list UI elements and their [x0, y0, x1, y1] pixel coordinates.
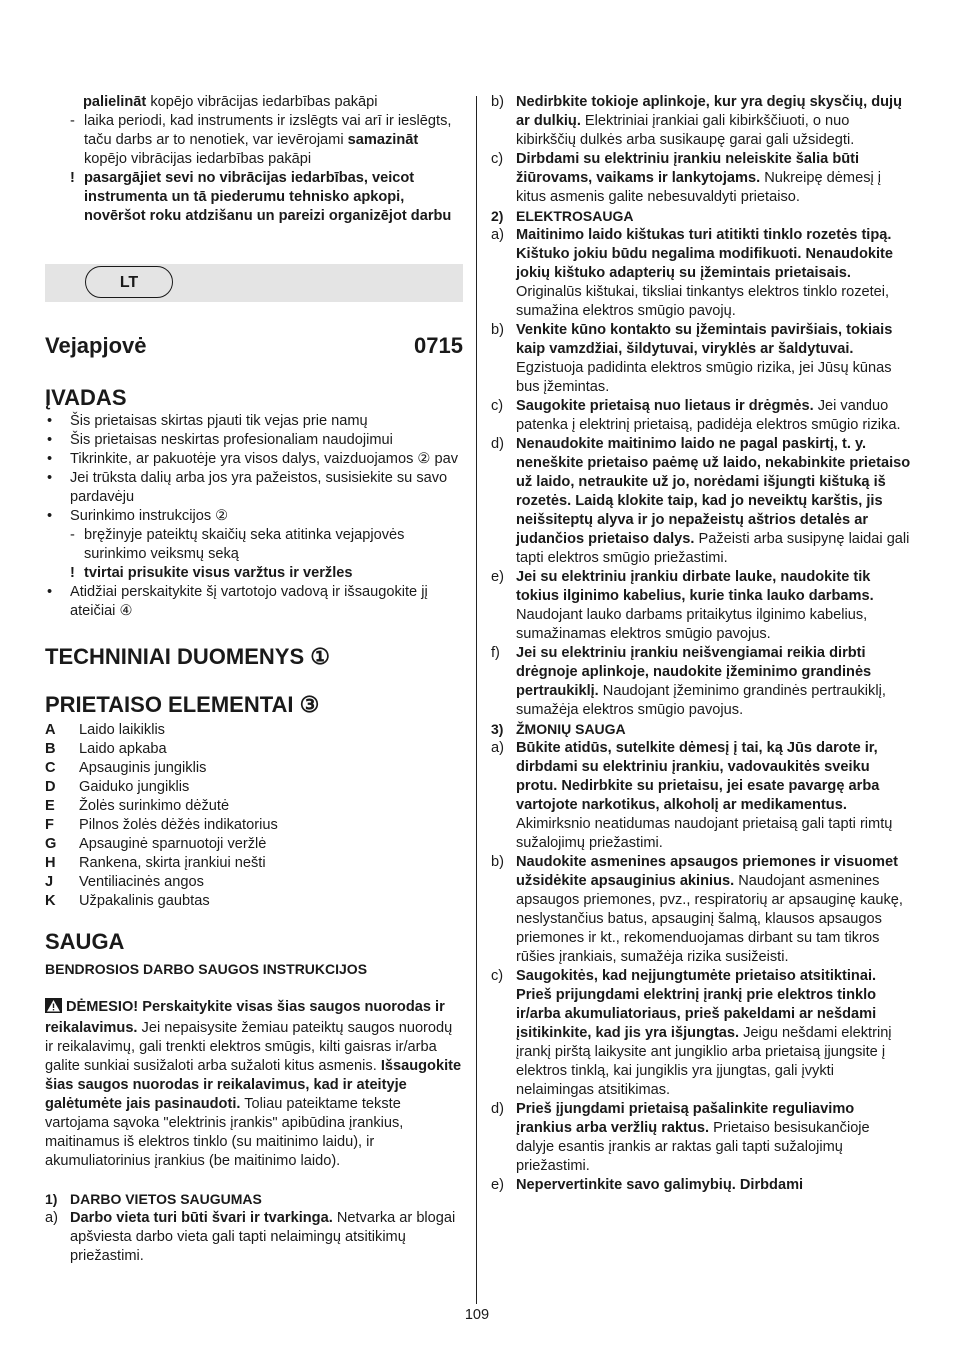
left-column	[45, 93, 463, 1266]
language-badge: LT	[85, 266, 173, 298]
section-heading: 1) DARBO VIETOS SAUGUMAS	[45, 1191, 262, 1207]
attention-paragraph	[45, 998, 463, 1171]
element-row: A Laido laikiklis	[45, 722, 165, 738]
element-row: D Gaiduko jungiklis	[45, 779, 190, 795]
product-name: Vejapjovė	[45, 333, 147, 358]
elements-list	[45, 721, 463, 911]
page-number: 109	[464, 1307, 490, 1323]
heading-technical-data: TECHNINIAI DUOMENYS ①	[45, 644, 330, 669]
product-code: 0715	[414, 333, 463, 358]
section-heading: 3) ŽMONIŲ SAUGA	[491, 721, 626, 737]
element-row: F Pilnos žolės dėžės indikatorius	[45, 817, 278, 833]
text: Toliau pateiktame tekste vartojama sąvoka "elektrinis įrankis" apibūdina įrankius, maitinamus iš elektros tinklo (su maitinimo laidu), ir akumuliatorinius įrankius (be maitinimo laido).	[45, 1096, 404, 1169]
list-item: • Tikrinkite, ar pakuotėje yra visos dalys, vaizduojamos ② pav	[47, 451, 459, 467]
list-item: • Jei trūksta dalių arba jos yra pažeistos, susisiekite su savo pardavėju	[47, 470, 448, 505]
list-item: d) Nenaudokite maitinimo laido ne pagal paskirtį, t. y. neneškite prietaiso paėmę už laido, nekabinkite prietaiso už laido, netraukite už jo, norėdami išjungti kištuką iš rozetės. Laidą klokite taip, kad jo neveiktų karštis, jis neišsiteptų alyva ir jo nepažeistų aštrios detalės ar judančios prietaiso dalys. Pažeisti arba susipynę laidai gali tapti elektros smūgio priežastimi.	[491, 436, 911, 566]
bold-text: DĖMESIO! Perskaitykite visas šias saugos nuorodas ir reikalavimus.	[45, 999, 445, 1036]
heading-safety: SAUGA	[45, 929, 125, 954]
list-item: e) Jei su elektriniu įrankiu dirbate lauke, naudokite tik tokius ilginimo kabelius, kurie tinka lauko darbams. Naudojant lauko darbams pritaikytus ilginimo kabelius, sumažinamas elektros smūgio pavojus.	[491, 569, 874, 642]
warning-item	[45, 169, 463, 226]
warning-text: pasargājiet sevi no vibrācijas iedarbības, veicot instrumenta un tā piederumu tehnisko apkopi, novēršot roku atdzišanu un pareizi organizējot darbu	[84, 170, 452, 224]
list-item: c) Saugokite prietaisą nuo lietaus ir drėgmės. Jei vanduo patenka į elektrinį prietaisą, padidėja elektros smūgio rizika.	[491, 398, 901, 433]
warning-triangle-icon	[45, 998, 62, 1019]
list-item: a) Būkite atidūs, sutelkite dėmesį į tai, ką Jūs darote ir, dirbdami su elektriniu įrankiu, vadovaukitės sveiku protu. Nedirbkite su prietaisu, jei esate pavargę arba vartojote narkotikus, alkoholį ar medikamentus. Akimirksnio neatidumas naudojant prietaisą gali tapti rimtų sužalojimų priežastimi.	[491, 740, 893, 851]
element-row: E Žolės surinkimo dėžutė	[45, 798, 230, 814]
list-item: • Surinkimo instrukcijos ②	[47, 508, 229, 524]
dash-marker: -	[70, 113, 75, 129]
list-item: d) Prieš įjungdami prietaisą pašalinkite reguliavimo įrankius arba veržlių raktus. Prietaiso besisukančioje dalyje esantis įrankis ar raktas gali tapti sužalojimų priežastimi.	[491, 1101, 870, 1174]
column-divider	[476, 96, 477, 1304]
element-row: B Laido apkaba	[45, 741, 167, 757]
text: laika periodi, kad instruments ir izslēgts vai arī ir ieslēgts, taču darbs ar to nenotiek, var ievērojami	[84, 113, 452, 148]
element-row: J Ventiliacinės angos	[45, 874, 204, 890]
bold-text: palielināt	[83, 94, 147, 110]
list-item: f) Jei su elektriniu įrankiu neišvengiamai reikia dirbti drėgnoje aplinkoje, naudokite įžeminimo grandinės pertraukiklį. Naudojant įžeminimo grandinės pertraukiklį, sumažėja elektros smūgio pavojus.	[491, 645, 886, 718]
sub-dash-item: - bręžinyje pateiktų skaičių seka atitinka vejapjovės surinkimo veiksmų seką	[70, 527, 405, 562]
list-item: c) Dirbdami su elektriniu įrankiu neleiskite šalia būti žiūrovams, vaikams ir lankytojams. Nukreipę dėmesį į kitus asmenis galite nebesuvaldyti prietaiso.	[491, 151, 882, 205]
bold-text: samazināt	[347, 132, 419, 148]
list-item: b) Venkite kūno kontakto su įžemintais paviršiais, tokiais kaip vamzdžiai, šildytuvai, viryklės ar šaldytuvai. Egzistuoja padidinta elektros smūgio rizika, jei Jūsų kūnas bus įžemintas.	[491, 322, 893, 395]
element-row: C Apsauginis jungiklis	[45, 760, 207, 776]
text: kopējo vibrācijas iedarbības pakāpi	[84, 151, 312, 167]
intro-list	[45, 412, 463, 621]
product-title	[45, 332, 463, 360]
sub-warning-item: ! tvirtai prisukite visus varžtus ir veržles	[70, 565, 353, 581]
dash-item	[45, 112, 463, 169]
exclamation-marker: !	[70, 170, 75, 186]
safety-subheading: BENDROSIOS DARBO SAUGOS INSTRUKCIJOS	[45, 961, 368, 977]
heading-intro: ĮVADAS	[45, 385, 127, 410]
text: kopējo vibrācijas iedarbības pakāpi	[146, 94, 378, 110]
list-item: b) Naudokite asmenines apsaugos priemones ir visuomet užsidėkite apsauginius akinius. Naudojant asmenines apsaugos priemones, pvz., respiratorių ar apsauginę kaukę, neslystančius batus, apsauginį šalmą, klausos apsaugos priemones ir kt., rekomenduojamas dirbant su tam tikros rūšies įrankiais, sumažėja rizika susižeisti.	[491, 854, 903, 965]
right-column	[491, 93, 911, 1195]
bold-text: Išsaugokite šias saugos nuorodas ir reikalavimus, kad ir ateityje galėtumėte jais pasinaudoti.	[45, 1058, 462, 1112]
language-bar	[45, 264, 463, 302]
heading-elements: PRIETAISO ELEMENTAI ③	[45, 692, 320, 717]
text: Jei nepaisysite žemiau pateiktų saugos nuorodų ir reikalavimų, gali trenkti elektros smūgis, kilti gaisras ir/arba galite sunkiai susižaloti arba sužaloti kitus asmenis.	[45, 1020, 453, 1074]
list-item: b) Nedirbkite tokioje aplinkoje, kur yra degių skysčių, dujų ar dulkių. Elektriniai įrankiai gali kibirkščiuoti, o nuo kibirkščių dulkės arba susikaupę garai gali užsidegti.	[491, 94, 903, 148]
list-item: e) Nepervertinkite savo galimybių. Dirbdami	[491, 1177, 804, 1193]
list-item: • Atidžiai perskaitykite šį vartotojo vadovą ir išsaugokite jį ateičiai ④	[47, 584, 428, 619]
element-row: H Rankena, skirta įrankiui nešti	[45, 855, 266, 871]
list-item: a) Maitinimo laido kištukas turi atitikti tinklo rozetės tipą. Kištuko jokiu būdu negalima modifikuoti. Nenaudokite jokių kištuko adapterių su įžemintais prietaisais. Originalūs kištukai, tiksliai tinkantys elektros tinklo rozetei, sumažina elektros smūgio pavojų.	[491, 227, 894, 319]
list-item: • Šis prietaisas skirtas pjauti tik vejas prie namų	[47, 413, 368, 429]
list-item: c) Saugokitės, kad neįjungtumėte prietaiso atsitiktinai. Prieš prijungdami elektrinį įrankį prie elektros tinklo ir/arba akumuliatoriaus, prieš pakeldami ar nešdami įsitikinkite, kad jis yra išjungtas. Jeigu nešdami elektrinį įrankį pirštą laikysite ant jungiklio arba prietaisą įjungsite į elektros tinklą, kai jungiklis yra įjungtas, gali įvykti nelaimingas atsitikimas.	[491, 968, 892, 1098]
list-item: • Šis prietaisas neskirtas profesionaliam naudojimui	[47, 432, 393, 448]
section-heading: 2) ELEKTROSAUGA	[491, 208, 634, 224]
paragraph	[45, 93, 463, 112]
list-item: a) Darbo vieta turi būti švari ir tvarkinga. Netvarka ar blogai apšviesta darbo vieta gali tapti nelaimingų atsitikimų priežastimi.	[45, 1210, 456, 1264]
element-row: G Apsauginė sparnuotoji veržlė	[45, 836, 267, 852]
element-row: K Užpakalinis gaubtas	[45, 893, 210, 909]
